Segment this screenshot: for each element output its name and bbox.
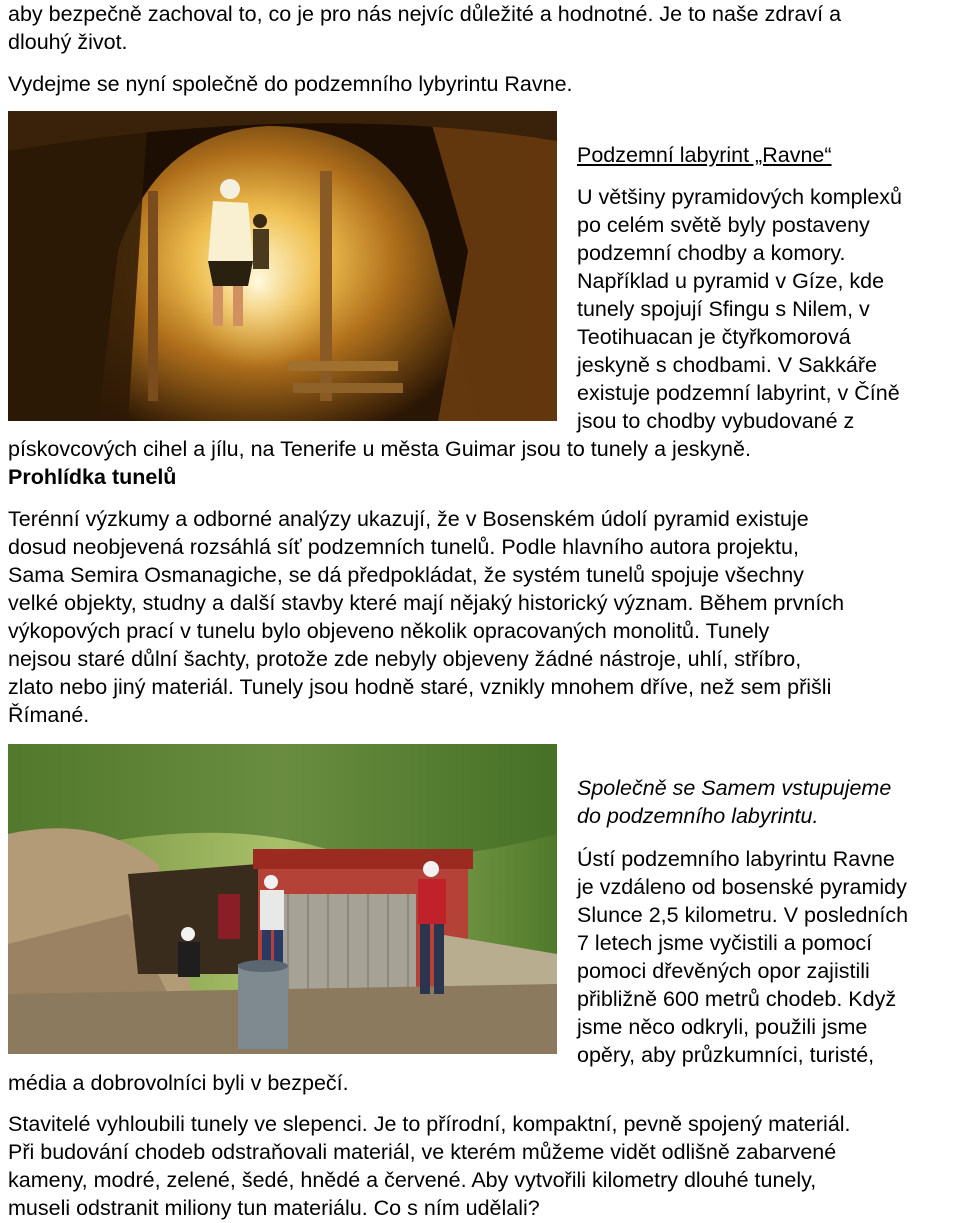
paragraph-line: U většiny pyramidových komplexů xyxy=(577,185,903,209)
paragraph-line: Slunce 2,5 kilometru. V posledních xyxy=(577,903,909,927)
paragraph-line: nejsou staré důlní šachty, protože zde nebyly objeveny žádné nástroje, uhlí, stříbro, xyxy=(8,647,802,671)
paragraph-line: Terénní výzkumy a odborné analýzy ukazují, že v Bosenském údolí pyramid existuje xyxy=(8,507,809,531)
paragraph-line: Při budování chodeb odstraňovali materiál, ve kterém můžeme vidět odlišně zabarvené xyxy=(8,1140,837,1164)
paragraph-line: jeskyně s chodbami. V Sakkáře xyxy=(577,353,877,377)
photo-caption: Společně se Samem vstupujeme xyxy=(577,776,892,800)
paragraph-line: dosud neobjevená rozsáhlá síť podzemních tunelů. Podle hlavního autora projektu, xyxy=(8,535,799,559)
paragraph-line: Například u pyramid v Gíze, kde xyxy=(577,269,885,293)
paragraph-line: pískovcových cihel a jílu, na Tenerife u města Guimar jsou to tunely a jeskyně. xyxy=(8,437,751,461)
paragraph-line: velké objekty, studny a další stavby které mají nějaký historický význam. Během prvních xyxy=(8,591,845,615)
paragraph-line: tunely spojují Sfingu s Nilem, v xyxy=(577,297,870,321)
paragraph-line: 7 letech jsme vyčistili a pomocí xyxy=(577,931,873,955)
paragraph-line: výkopových prací v tunelu bylo objeveno několik opracovaných monolitů. Tunely xyxy=(8,619,770,643)
paragraph-line: jsou to chodby vybudované z xyxy=(577,409,855,433)
paragraph-line: Sama Semira Osmanagiche, se dá předpokládat, že systém tunelů spojuje všechny xyxy=(8,563,804,587)
paragraph-line: je vzdáleno od bosenské pyramidy xyxy=(577,875,907,899)
section-heading: Podzemní labyrint „Ravne“ xyxy=(577,143,832,167)
paragraph-line: Římané. xyxy=(8,703,90,727)
paragraph-line: opěry, aby průzkumníci, turisté, xyxy=(577,1043,875,1067)
paragraph-line: museli odstranit miliony tun materiálu. Co s ním udělali? xyxy=(8,1196,540,1220)
section-heading: Prohlídka tunelů xyxy=(8,465,177,489)
tunnel-photo xyxy=(8,111,557,421)
paragraph-line: po celém světě byly postaveny xyxy=(577,213,870,237)
paragraph-line: existuje podzemní labyrint, v Číně xyxy=(577,381,900,405)
paragraph-line: přibližně 600 metrů chodeb. Když xyxy=(577,987,897,1011)
paragraph-line: podzemní chodby a komory. xyxy=(577,241,846,265)
paragraph-line: kameny, modré, zelené, šedé, hnědé a červené. Aby vytvořili kilometry dlouhé tunely, xyxy=(8,1168,817,1192)
paragraph-line: pomoci dřevěných opor zajistili xyxy=(577,959,870,983)
paragraph-line: Stavitelé vyhloubili tunely ve slepenci. Je to přírodní, kompaktní, pevně spojený materiál. xyxy=(8,1112,851,1136)
photo-caption: do podzemního labyrintu. xyxy=(577,804,819,828)
entrance-photo xyxy=(8,744,557,1054)
intro-line: dlouhý život. xyxy=(8,30,128,54)
paragraph-line: Teotihuacan je čtyřkomorová xyxy=(577,325,851,349)
intro-line: Vydejme se nyní společně do podzemního lybyrintu Ravne. xyxy=(8,72,573,96)
paragraph-line: média a dobrovolníci byli v bezpečí. xyxy=(8,1071,349,1095)
intro-line: aby bezpečně zachoval to, co je pro nás nejvíc důležité a hodnotné. Je to naše zdraví a xyxy=(8,2,842,26)
paragraph-line: zlato nebo jiný materiál. Tunely jsou hodně staré, vznikly mnohem dříve, než sem přišli xyxy=(8,675,832,699)
paragraph-line: Ústí podzemního labyrintu Ravne xyxy=(577,847,895,871)
paragraph-line: jsme něco odkryli, použili jsme xyxy=(577,1015,868,1039)
